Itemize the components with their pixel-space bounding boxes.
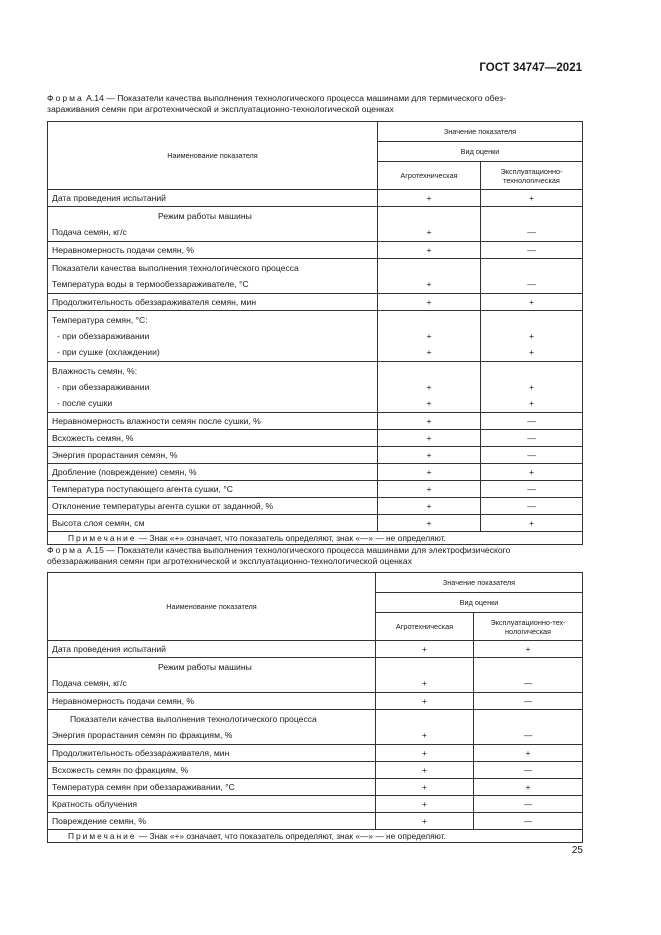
expl-mark: — [527, 279, 536, 289]
agro-mark: + [426, 331, 432, 341]
document-code: ГОСТ 34747—2021 [479, 62, 582, 74]
expl-mark: + [528, 193, 535, 203]
form14-header-name: Наименование показателя [48, 122, 378, 190]
agro-mark: + [426, 416, 432, 426]
agro-value-cell [376, 745, 474, 762]
agro-mark: + [426, 450, 432, 460]
expl-value-cell [481, 515, 583, 532]
expl-value-cell [481, 311, 583, 362]
expl-value-cell [474, 745, 583, 762]
form15-header-agro: Агротехническая [376, 613, 474, 641]
agro-mark: + [421, 730, 428, 740]
table-row [48, 710, 583, 745]
table-note [48, 830, 583, 843]
agro-mark: + [426, 467, 432, 477]
indicator-name-cell [48, 796, 376, 813]
expl-value-cell [474, 693, 583, 710]
indicator-name-cell [48, 693, 376, 710]
table-row [48, 207, 583, 242]
agro-value-cell [376, 641, 474, 658]
table-row [48, 762, 583, 779]
note-text: — Знак «+» означает, что показатель определяют, знак «—» — не определяют. [136, 533, 446, 543]
indicator-name-cell [48, 242, 378, 259]
form15-header-kind: Вид оценки [376, 593, 583, 613]
agro-value-cell [378, 362, 481, 413]
form14-header-expl [481, 162, 583, 190]
indicator-name: Температура воды в термообеззараживателе, °С [52, 279, 249, 289]
agro-mark [380, 711, 469, 727]
table-row [48, 498, 583, 515]
form14-header-kind: Вид оценки [378, 142, 583, 162]
expl-value-cell [481, 242, 583, 259]
agro-value-cell [378, 207, 481, 242]
agro-mark: + [426, 501, 432, 511]
expl-value-cell [474, 658, 583, 693]
expl-value-cell [474, 796, 583, 813]
agro-value-cell [376, 658, 474, 693]
agro-value-cell [378, 498, 481, 515]
agro-mark: + [421, 644, 428, 654]
form14-header-expl-line1: Эксплуатационно- [500, 166, 563, 176]
agro-value-cell [378, 464, 481, 481]
expl-value-cell [481, 190, 583, 207]
agro-mark: + [421, 782, 428, 792]
expl-mark: — [523, 799, 533, 809]
table-row [48, 413, 583, 430]
expl-mark: — [527, 245, 536, 255]
table-row [48, 311, 583, 362]
indicator-name: Кратность облучения [52, 799, 138, 809]
agro-value-cell [378, 447, 481, 464]
note-row [48, 830, 583, 843]
expl-mark: + [528, 398, 535, 408]
agro-value-cell [376, 779, 474, 796]
form14-caption-line2: зараживания семян при агротехнической и эксплуатационно-технологической оценках [47, 104, 394, 114]
expl-mark: + [528, 297, 535, 307]
expl-mark [485, 260, 578, 276]
expl-mark: — [527, 433, 536, 443]
agro-mark [380, 659, 469, 675]
indicator-name-cell [48, 745, 376, 762]
indicator-name: Подача семян, кг/с [52, 227, 127, 237]
agro-mark: + [421, 765, 428, 775]
expl-mark: — [527, 227, 536, 237]
agro-mark: + [426, 518, 432, 528]
table-row [48, 430, 583, 447]
indicator-name-cell [48, 430, 378, 447]
table-row [48, 242, 583, 259]
expl-mark: — [527, 501, 536, 511]
indicator-name: Продолжительность обеззараживателя семян, мин [52, 297, 257, 307]
form15-caption [47, 545, 587, 567]
form14-caption [47, 93, 587, 115]
expl-mark: + [525, 644, 531, 654]
expl-mark: — [523, 678, 533, 688]
indicator-name-cell [48, 294, 378, 311]
indicator-name: - при обеззараживании [57, 331, 150, 341]
agro-value-cell [378, 311, 481, 362]
indicator-name: Высота слоя семян, см [52, 518, 145, 528]
indicator-name-cell [48, 762, 376, 779]
indicator-name: Отклонение температуры агента сушки от заданной, % [52, 501, 274, 511]
table-row [48, 259, 583, 294]
indicator-name: Всхожесть семян по фракциям, % [52, 765, 189, 775]
indicator-name-cell [48, 207, 378, 242]
indicator-name: Продолжительность обеззараживателя, мин [52, 748, 230, 758]
indicator-name: Энергия прорастания семян, % [52, 450, 178, 460]
form14-caption-prefix: Форма [47, 93, 84, 103]
form14-table [47, 121, 583, 545]
indicator-name-cell [48, 481, 378, 498]
note-text: — Знак «+» означает, что показатель определяют, знак «—» — не определяют. [136, 831, 446, 841]
expl-value-cell [481, 481, 583, 498]
expl-mark: — [523, 765, 533, 775]
expl-mark: + [525, 748, 531, 758]
expl-mark: — [527, 484, 536, 494]
note-row [48, 532, 583, 545]
agro-mark: + [421, 748, 428, 758]
agro-mark: + [426, 245, 432, 255]
indicator-name: Показатели качества выполнения технологического процесса [52, 263, 299, 273]
agro-mark [382, 260, 476, 276]
form14-header-agro: Агротехническая [378, 162, 481, 190]
indicator-name: Температура семян при обеззараживании, °С [52, 782, 235, 792]
table-row [48, 813, 583, 830]
expl-mark: — [527, 450, 536, 460]
agro-value-cell [378, 413, 481, 430]
indicator-name: Режим работы машины [158, 211, 252, 221]
form15-header-expl-line1: Эксплуатационно-тех- [490, 617, 566, 627]
agro-mark: + [426, 398, 432, 408]
expl-mark [485, 312, 578, 328]
indicator-name: - после сушки [57, 398, 113, 408]
table-row [48, 481, 583, 498]
table-row [48, 796, 583, 813]
table-row [48, 190, 583, 207]
indicator-name: Дата проведения испытаний [52, 644, 166, 654]
expl-value-cell [481, 430, 583, 447]
indicator-name: Неравномерность подачи семян, % [52, 696, 195, 706]
agro-value-cell [378, 190, 481, 207]
indicator-name-cell [48, 658, 376, 693]
agro-value-cell [378, 481, 481, 498]
indicator-name: Повреждение семян, % [52, 816, 147, 826]
form15-header-expl-line2: нологическая [505, 626, 551, 636]
indicator-name: Дата проведения испытаний [52, 193, 166, 203]
table-row [48, 515, 583, 532]
expl-mark [485, 363, 578, 379]
agro-value-cell [376, 762, 474, 779]
expl-mark: + [525, 782, 531, 792]
agro-mark: + [426, 227, 432, 237]
table-row [48, 641, 583, 658]
form15-header-name: Наименование показателя [48, 573, 376, 641]
table-row [48, 464, 583, 481]
indicator-name: Подача семян, кг/с [52, 678, 127, 688]
expl-mark: — [523, 730, 533, 740]
agro-value-cell [376, 813, 474, 830]
expl-mark: + [528, 331, 535, 341]
expl-mark: — [527, 416, 536, 426]
indicator-name: Неравномерность подачи семян, % [52, 245, 195, 255]
expl-value-cell [474, 762, 583, 779]
note-prefix: Примечание [68, 831, 137, 841]
indicator-name: - при сушке (охлаждении) [57, 347, 160, 357]
expl-value-cell [481, 294, 583, 311]
form15-table [47, 572, 583, 843]
indicator-name-cell [48, 710, 376, 745]
expl-mark: + [528, 518, 535, 528]
indicator-name-cell [48, 641, 376, 658]
agro-mark: + [421, 678, 428, 688]
expl-value-cell [481, 362, 583, 413]
indicator-name-cell [48, 190, 378, 207]
table-row [48, 693, 583, 710]
indicator-name-cell [48, 362, 378, 413]
expl-value-cell [474, 641, 583, 658]
indicator-name-cell [48, 413, 378, 430]
table-row [48, 779, 583, 796]
agro-value-cell [378, 430, 481, 447]
expl-value-cell [481, 259, 583, 294]
expl-mark: + [528, 382, 535, 392]
expl-mark: — [523, 816, 533, 826]
indicator-name-cell [48, 259, 378, 294]
form15-header-expl [474, 613, 583, 641]
form14-header-value: Значение показателя [378, 122, 583, 142]
agro-value-cell [378, 242, 481, 259]
indicator-name: - при обеззараживании [57, 382, 150, 392]
form15-header-value: Значение показателя [376, 573, 583, 593]
expl-value-cell [481, 207, 583, 242]
form15-caption-prefix: Форма [47, 545, 84, 555]
expl-value-cell [474, 779, 583, 796]
indicator-name: Режим работы машины [158, 662, 252, 672]
indicator-name-cell [48, 311, 378, 362]
agro-mark: + [421, 696, 428, 706]
expl-value-cell [481, 498, 583, 515]
indicator-name-cell [48, 813, 376, 830]
agro-mark: + [426, 193, 432, 203]
agro-value-cell [378, 259, 481, 294]
note-prefix: Примечание [68, 533, 137, 543]
expl-mark [485, 208, 578, 224]
form15-caption-line1: А.15 — Показатели качества выполнения технологического процесса машинами для электрофизического [83, 545, 511, 555]
agro-value-cell [376, 693, 474, 710]
indicator-name: Влажность семян, %: [52, 366, 138, 376]
agro-value-cell [378, 294, 481, 311]
agro-mark: + [426, 382, 432, 392]
indicator-name-cell [48, 515, 378, 532]
indicator-name: Всхожесть семян, % [52, 433, 134, 443]
indicator-name: Показатели качества выполнения технологического процесса [70, 714, 317, 724]
agro-mark: + [421, 799, 428, 809]
expl-mark [478, 659, 578, 675]
agro-mark: + [421, 816, 428, 826]
table-row [48, 658, 583, 693]
indicator-name-cell [48, 779, 376, 796]
indicator-name: Дробление (повреждение) семян, % [52, 467, 197, 477]
indicator-name-cell [48, 464, 378, 481]
form15-caption-line2: обеззараживания семян при агротехнической и эксплуатационно-технологической оценках [47, 556, 412, 566]
agro-mark: + [426, 433, 432, 443]
agro-mark [382, 208, 476, 224]
form14-caption-line1: А.14 — Показатели качества выполнения технологического процесса машинами для термического обез- [83, 93, 506, 103]
table-row [48, 294, 583, 311]
expl-value-cell [481, 464, 583, 481]
agro-mark: + [426, 279, 432, 289]
form14-header-expl-line2: технологическая [503, 175, 560, 185]
expl-mark: — [523, 696, 533, 706]
page-number: 25 [571, 845, 583, 856]
table-row [48, 447, 583, 464]
agro-value-cell [376, 796, 474, 813]
table-note [48, 532, 583, 545]
indicator-name: Температура поступающего агента сушки, °С [52, 484, 233, 494]
expl-value-cell [474, 813, 583, 830]
table-row [48, 745, 583, 762]
indicator-name: Температура семян, °С: [52, 315, 148, 325]
expl-mark: + [528, 467, 535, 477]
agro-mark: + [426, 297, 432, 307]
agro-mark: + [426, 347, 432, 357]
table-row [48, 362, 583, 413]
expl-mark: + [528, 347, 535, 357]
expl-mark [478, 711, 578, 727]
expl-value-cell [481, 447, 583, 464]
agro-mark [382, 363, 476, 379]
agro-mark: + [426, 484, 432, 494]
agro-mark [382, 312, 476, 328]
indicator-name: Неравномерность влажности семян после сушки, % [52, 416, 261, 426]
indicator-name-cell [48, 498, 378, 515]
indicator-name-cell [48, 447, 378, 464]
indicator-name: Энергия прорастания семян по фракциям, % [52, 730, 233, 740]
expl-value-cell [481, 413, 583, 430]
agro-value-cell [378, 515, 481, 532]
agro-value-cell [376, 710, 474, 745]
expl-value-cell [474, 710, 583, 745]
